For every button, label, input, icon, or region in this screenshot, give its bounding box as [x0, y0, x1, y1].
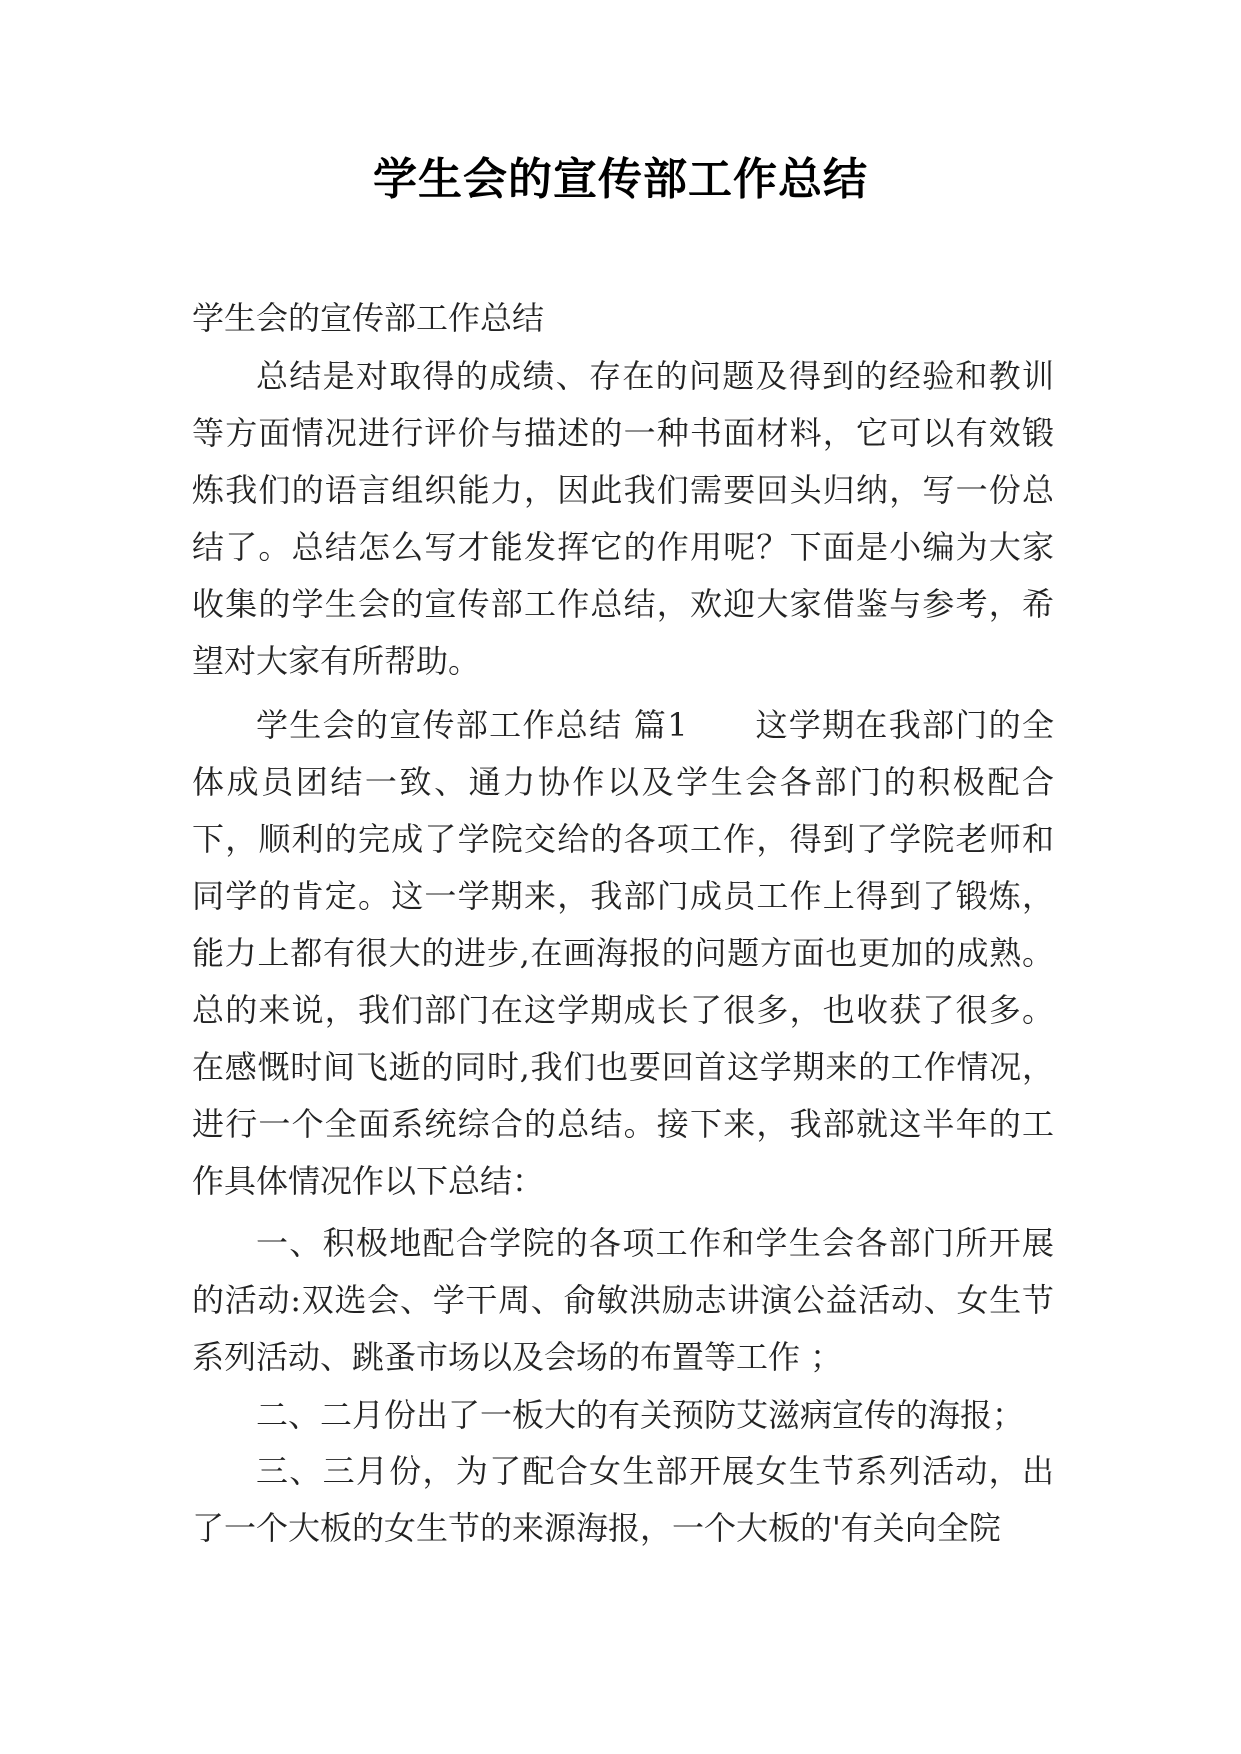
paragraph-intro: 总结是对取得的成绩、存在的问题及得到的经验和教训等方面情况进行评价与描述的一种书面材料，它可以有效锻炼我们的语言组织能力，因此我们需要回头归纳，写一份总结了。总结怎么写才能发挥它的作用呢？下面是小编为大家收集的学生会的宣传部工作总结，欢迎大家借鉴与参考，希望对大家有所帮助。 — [192, 357, 1054, 680]
document-title: 学生会的宣传部工作总结 — [373, 154, 868, 205]
paragraph-item-3: 三、三月份，为了配合女生部开展女生节系列活动，出了一个大板的女生节的来源海报，一个大板的'有关向全院 — [192, 1452, 1054, 1547]
paragraph-item-2: 二、二月份出了一板大的有关预防艾滋病宣传的海报； — [256, 1396, 1025, 1434]
document-subtitle: 学生会的宣传部工作总结 — [192, 299, 545, 337]
paragraph-section-1: 学生会的宣传部工作总结 篇1 这学期在我部门的全体成员团结一致、通力协作以及学生会各部门的积极配合下，顺利的完成了学院交给的各项工作，得到了学院老师和同学的肯定。这一学期来，我部门成员工作上得到了锻炼，能力上都有很大的进步,在画海报的问题方面也更加的成熟。总的来说，我们部门在这学期成长了很多，也收获了很多。在感慨时间飞逝的同时,我们也要回首这学期来的工作情况，进行一个全面系统综合的总结。接下来，我部就这半年的工作具体情况作以下总结： — [192, 706, 1054, 1200]
paragraph-item-1: 一、积极地配合学院的各项工作和学生会各部门所开展的活动:双选会、学干周、俞敏洪励志讲演公益活动、女生节系列活动、跳蚤市场以及会场的布置等工作 ； — [192, 1224, 1054, 1376]
